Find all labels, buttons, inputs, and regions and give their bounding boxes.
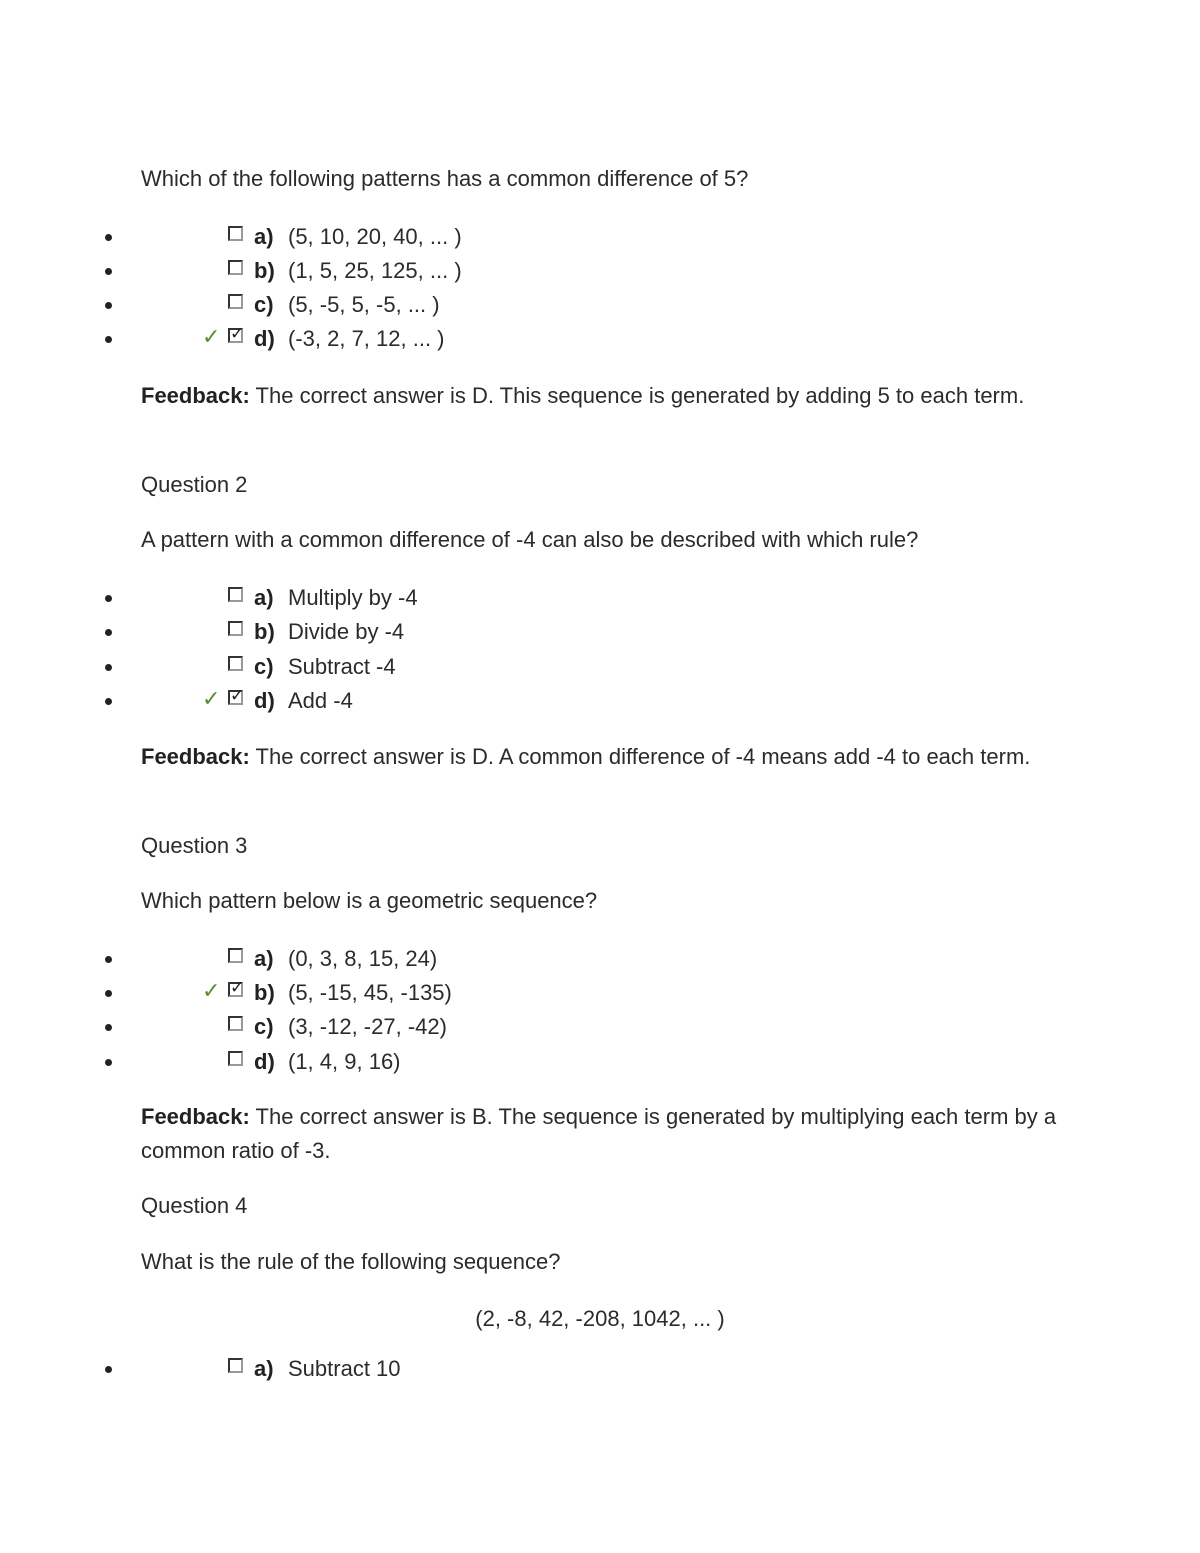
feedback-text: The correct answer is D. A common difference of -4 means add -4 to each term.: [249, 744, 1031, 769]
bullet-icon: [105, 990, 112, 997]
bullet-icon: [105, 302, 112, 309]
option-text: Multiply by -4: [288, 585, 418, 610]
question-2-heading: Question 2: [141, 472, 248, 497]
bullet-icon: [105, 1024, 112, 1031]
option-letter: b): [254, 980, 275, 1005]
question-3-feedback: [141, 1100, 1071, 1168]
check-icon: ✓: [202, 686, 221, 711]
option-letter: a): [254, 585, 274, 610]
question-3-option-a[interactable]: [0, 942, 1200, 976]
question-2-feedback: [141, 740, 1071, 774]
bullet-icon: [105, 664, 112, 671]
option-letter: a): [254, 1356, 274, 1381]
question-2-option-c[interactable]: [0, 650, 1200, 684]
question-2-option-b[interactable]: [0, 615, 1200, 649]
option-letter: d): [254, 1049, 275, 1074]
bullet-icon: [105, 595, 112, 602]
question-3-option-c[interactable]: [0, 1010, 1200, 1044]
question-4-heading: Question 4: [141, 1193, 248, 1218]
question-4-option-a[interactable]: [0, 1352, 1200, 1386]
checkbox-icon[interactable]: [228, 948, 243, 963]
question-1-prompt: Which of the following patterns has a common difference of 5?: [141, 166, 749, 191]
question-2-prompt: A pattern with a common difference of -4 can also be described with which rule?: [141, 527, 919, 552]
question-4-prompt: What is the rule of the following sequence?: [141, 1249, 561, 1274]
option-text: Divide by -4: [288, 619, 405, 644]
option-text: (3, -12, -27, -42): [288, 1014, 447, 1039]
checkbox-icon[interactable]: [228, 587, 243, 602]
check-icon: ✓: [202, 324, 221, 349]
question-2-option-d[interactable]: [0, 684, 1200, 718]
option-letter: a): [254, 224, 274, 249]
option-text: Subtract -4: [288, 654, 396, 679]
option-letter: c): [254, 292, 274, 317]
checkbox-icon[interactable]: [228, 294, 243, 309]
feedback-text: The correct answer is B. The sequence is generated by multiplying each term by a common ratio of -3.: [141, 1104, 1057, 1163]
checkbox-icon[interactable]: [228, 260, 243, 275]
bullet-icon: [105, 1059, 112, 1066]
option-letter: b): [254, 258, 275, 283]
option-letter: d): [254, 688, 275, 713]
bullet-icon: [105, 1366, 112, 1373]
option-text: Subtract 10: [288, 1356, 401, 1381]
checkbox-icon[interactable]: [228, 1051, 243, 1066]
checkbox-tick-icon: ✓: [230, 978, 245, 997]
question-1-option-c[interactable]: [0, 288, 1200, 322]
bullet-icon: [105, 234, 112, 241]
option-text: (5, 10, 20, 40, ... ): [288, 224, 462, 249]
option-letter: c): [254, 654, 274, 679]
bullet-icon: [105, 336, 112, 343]
option-letter: d): [254, 326, 275, 351]
question-1-option-d[interactable]: [0, 322, 1200, 356]
option-text: (-3, 2, 7, 12, ... ): [288, 326, 445, 351]
option-text: (0, 3, 8, 15, 24): [288, 946, 438, 971]
question-1-option-a[interactable]: [0, 220, 1200, 254]
checkbox-icon[interactable]: [228, 686, 245, 705]
bullet-icon: [105, 956, 112, 963]
checkbox-icon[interactable]: [228, 621, 243, 636]
option-text: Add -4: [288, 688, 353, 713]
question-1-feedback: [141, 379, 1071, 413]
checkbox-icon[interactable]: [228, 1016, 243, 1031]
option-text: (5, -5, 5, -5, ... ): [288, 292, 440, 317]
bullet-icon: [105, 629, 112, 636]
bullet-icon: [105, 268, 112, 275]
feedback-label: Feedback:: [141, 1104, 250, 1129]
feedback-label: Feedback:: [141, 744, 250, 769]
checkbox-icon[interactable]: [228, 324, 245, 343]
checkbox-tick-icon: ✓: [230, 324, 245, 343]
option-letter: a): [254, 946, 274, 971]
question-3-heading: Question 3: [141, 833, 248, 858]
question-3-option-d[interactable]: [0, 1045, 1200, 1079]
checkbox-icon[interactable]: [228, 226, 243, 241]
option-text: (1, 4, 9, 16): [288, 1049, 401, 1074]
option-letter: b): [254, 619, 275, 644]
feedback-label: Feedback:: [141, 383, 250, 408]
feedback-text: The correct answer is D. This sequence is generated by adding 5 to each term.: [249, 383, 1025, 408]
option-text: (1, 5, 25, 125, ... ): [288, 258, 462, 283]
question-2-option-a[interactable]: [0, 581, 1200, 615]
checkbox-icon[interactable]: [228, 656, 243, 671]
question-1-option-b[interactable]: [0, 254, 1200, 288]
bullet-icon: [105, 698, 112, 705]
checkbox-icon[interactable]: [228, 1358, 243, 1373]
checkbox-icon[interactable]: [228, 978, 245, 997]
question-3-option-b[interactable]: [0, 976, 1200, 1010]
checkbox-tick-icon: ✓: [230, 686, 245, 705]
check-icon: ✓: [202, 978, 221, 1003]
option-letter: c): [254, 1014, 274, 1039]
question-3-prompt: Which pattern below is a geometric sequence?: [141, 888, 598, 913]
option-text: (5, -15, 45, -135): [288, 980, 452, 1005]
question-4-sequence: (2, -8, 42, -208, 1042, ... ): [475, 1306, 725, 1331]
